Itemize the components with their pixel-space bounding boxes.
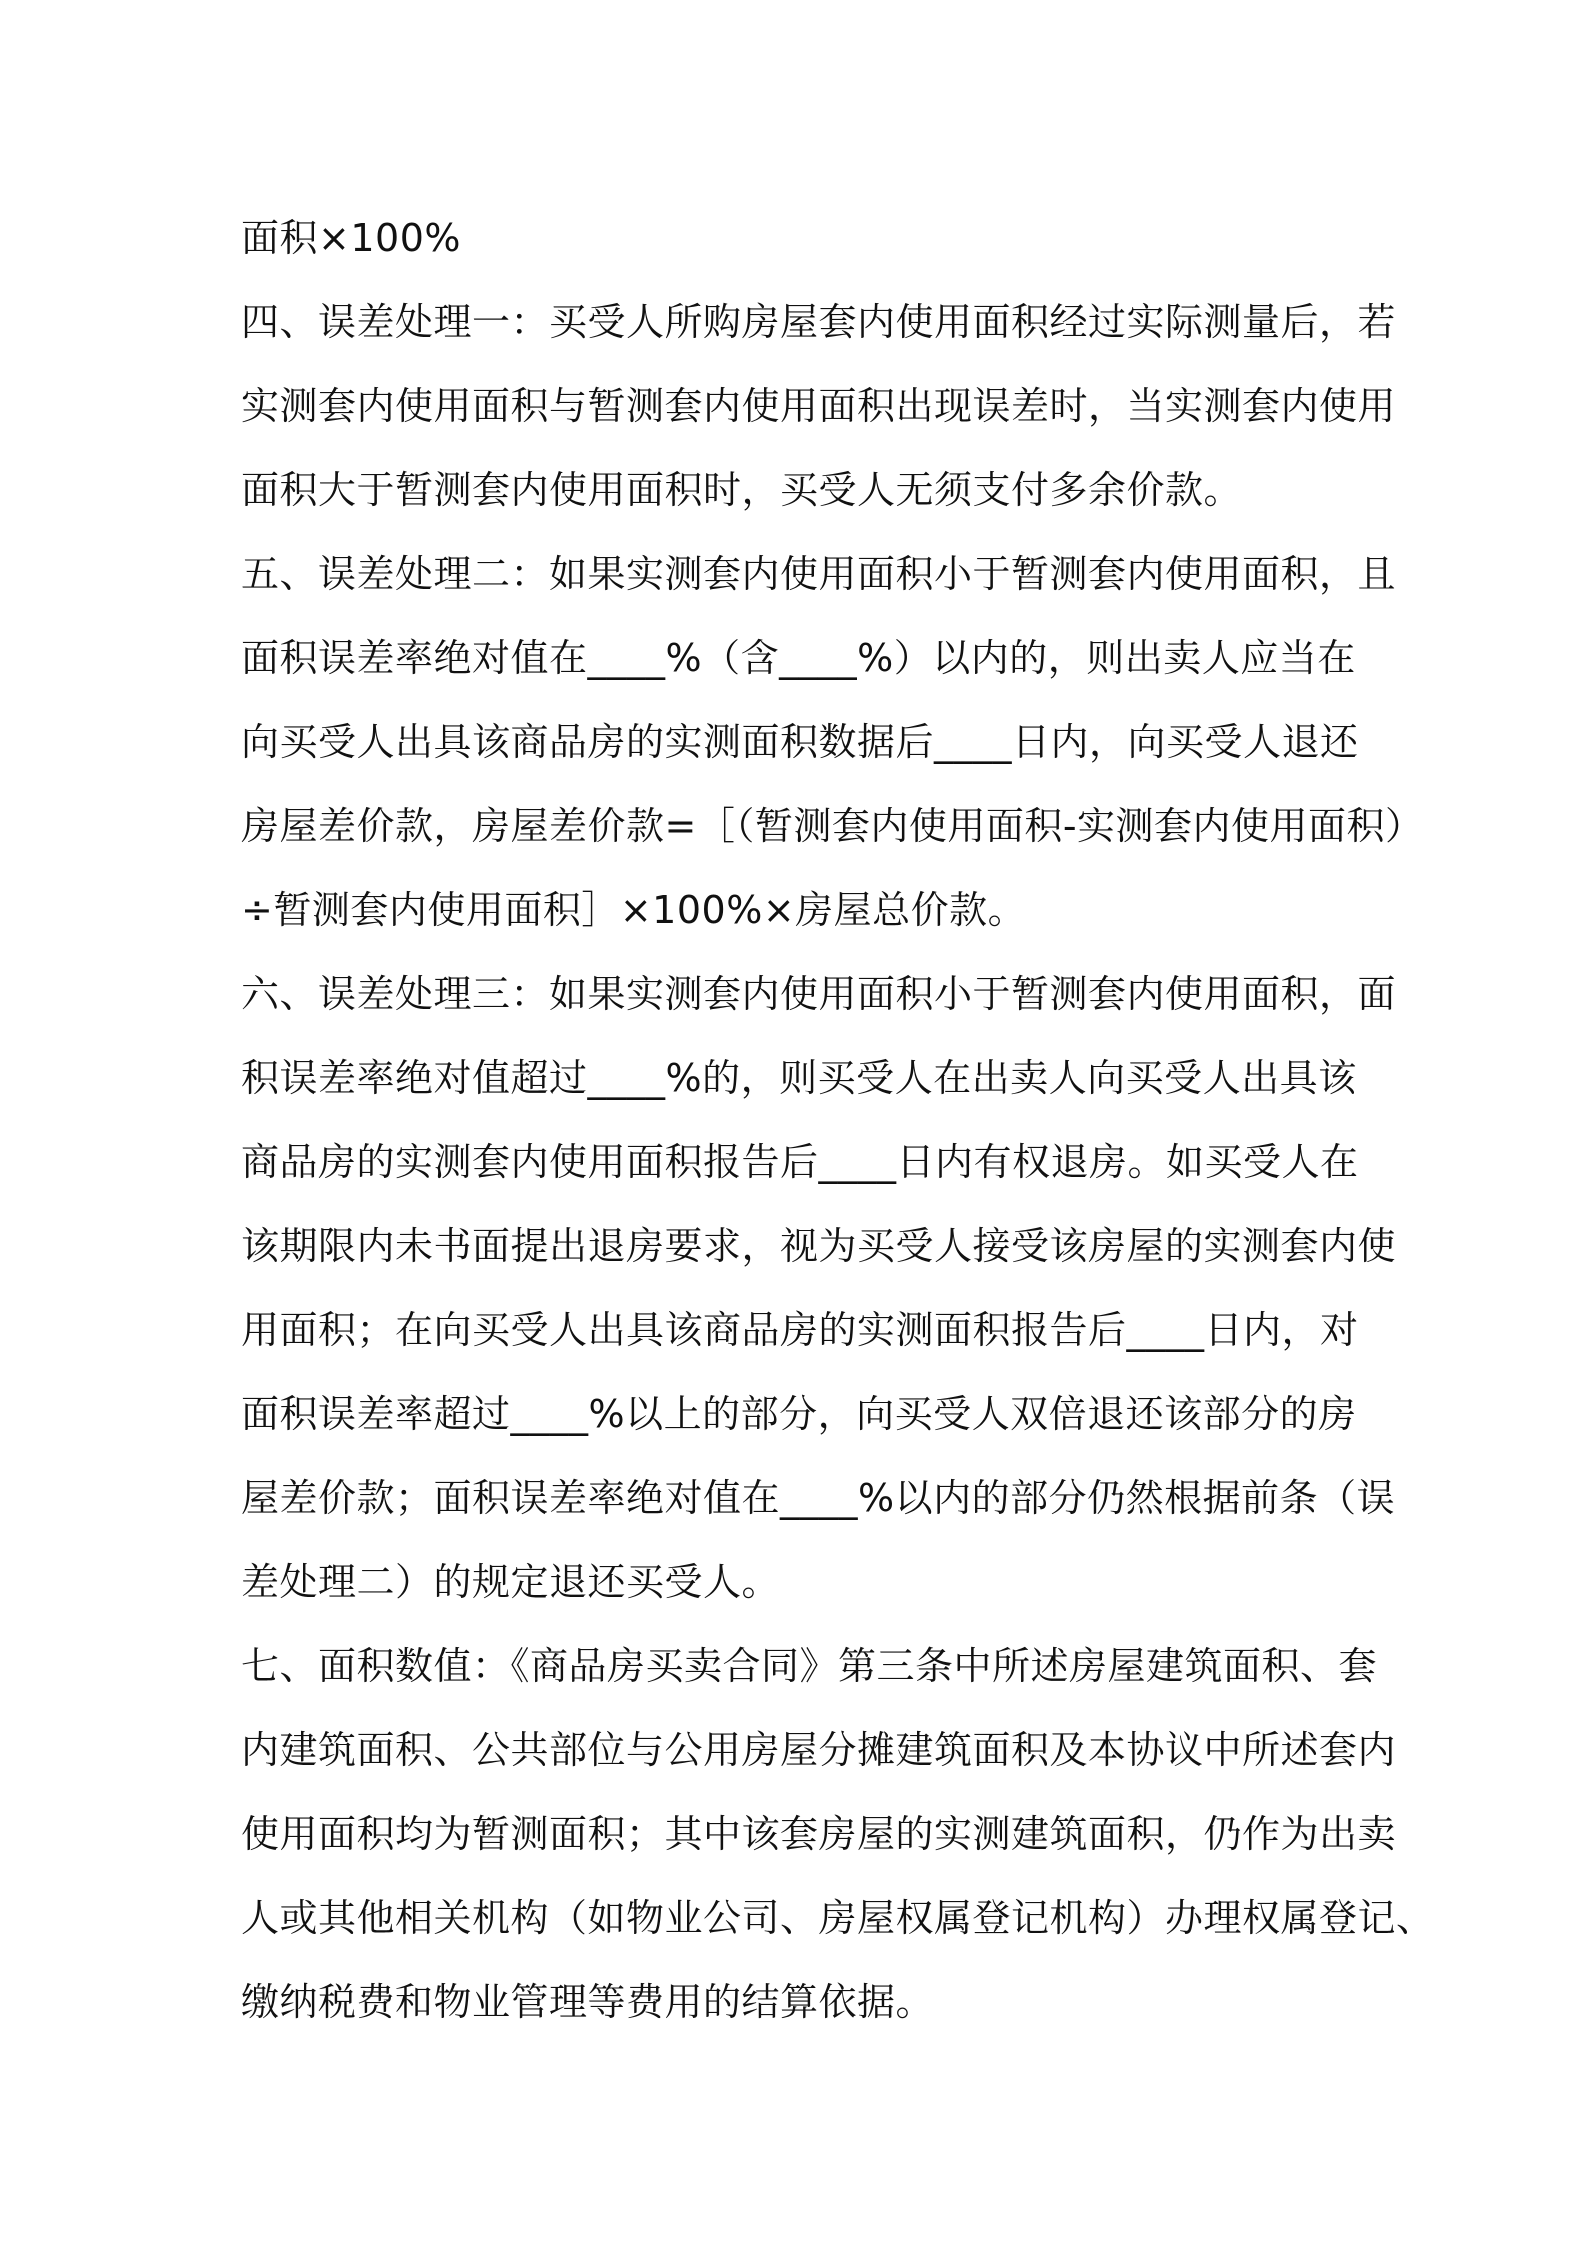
text-line: 六、误差处理三：如果实测套内使用面积小于暂测套内使用面积，面: [241, 972, 1397, 1016]
text-line: 面积误差率超过____%以上的部分，向买受人双倍退还该部分的房: [241, 1392, 1357, 1436]
text-line: 屋差价款；面积误差率绝对值在____%以内的部分仍然根据前条（误: [241, 1476, 1396, 1520]
text-line: 内建筑面积、公共部位与公用房屋分摊建筑面积及本协议中所述套内: [241, 1728, 1397, 1772]
text-line: 积误差率绝对值超过____%的，则买受人在出卖人向买受人出具该: [241, 1056, 1357, 1100]
text-line: 差处理二）的规定退还买受人。: [241, 1560, 781, 1604]
text-line: 使用面积均为暂测面积；其中该套房屋的实测建筑面积，仍作为出卖: [241, 1812, 1397, 1856]
text-line: 向买受人出具该商品房的实测面积数据后____日内，向买受人退还: [241, 720, 1359, 764]
text-line: 用面积；在向买受人出具该商品房的实测面积报告后____日内，对: [241, 1308, 1359, 1352]
text-line: 人或其他相关机构（如物业公司、房屋权属登记机构）办理权属登记、: [241, 1896, 1435, 1940]
text-line: 面积大于暂测套内使用面积时，买受人无须支付多余价款。: [241, 468, 1243, 512]
text-line: 面积×100%: [241, 216, 461, 260]
text-line: 五、误差处理二：如果实测套内使用面积小于暂测套内使用面积，且: [241, 552, 1397, 596]
text-line: 面积误差率绝对值在____%（含____%）以内的，则出卖人应当在: [241, 636, 1356, 680]
text-line: 该期限内未书面提出退房要求，视为买受人接受该房屋的实测套内使: [241, 1224, 1397, 1268]
text-line: 四、误差处理一：买受人所购房屋套内使用面积经过实际测量后，若: [241, 300, 1397, 344]
text-line: 房屋差价款，房屋差价款=［（暂测套内使用面积-实测套内使用面积）: [241, 804, 1424, 848]
document-body: [241, 196, 1435, 2044]
text-line: 七、面积数值：《商品房买卖合同》第三条中所述房屋建筑面积、套: [241, 1644, 1378, 1688]
text-line: 实测套内使用面积与暂测套内使用面积出现误差时，当实测套内使用: [241, 384, 1397, 428]
text-line: 商品房的实测套内使用面积报告后____日内有权退房。如买受人在: [241, 1140, 1359, 1184]
text-line: ÷暂测套内使用面积］×100%×房屋总价款。: [241, 888, 1027, 932]
text-line: 缴纳税费和物业管理等费用的结算依据。: [241, 1980, 935, 2024]
